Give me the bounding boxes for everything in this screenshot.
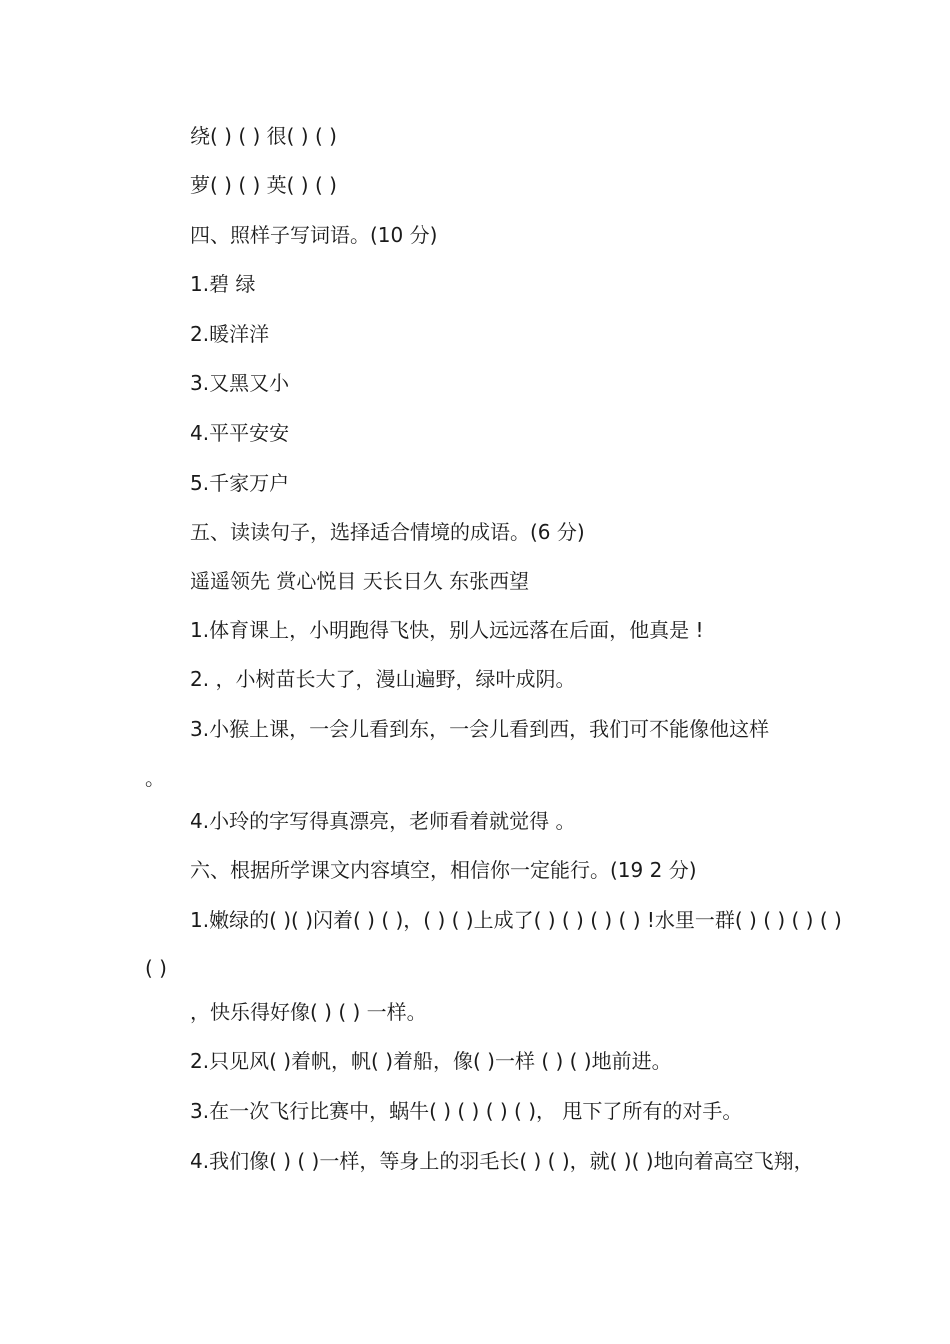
section-5-item-3-continued: 。: [145, 766, 165, 790]
idiom-choices: 遥遥领先 赏心悦目 天长日久 东张西望: [190, 569, 530, 593]
section-4-item-3: 3.又黑又小: [190, 371, 290, 395]
exercise-line-2: 萝( ) ( ) 英( ) ( ): [190, 173, 337, 197]
section-5-heading: 五、读读句子，选择适合情境的成语。(6 分): [190, 520, 585, 544]
section-5-item-4: 4.小玲的字写得真漂亮，老师看着就觉得 。: [190, 809, 576, 833]
section-5-item-2: 2. ，小树苗长大了，漫山遍野，绿叶成阴。: [190, 667, 576, 691]
section-6-item-2: 2.只见风( )着帆，帆( )着船，像( )一样 ( ) ( )地前进。: [190, 1049, 672, 1073]
section-6-item-1-continued: ( ): [145, 956, 167, 980]
section-6-item-3: 3.在一次飞行比赛中，蜗牛( ) ( ) ( ) ( )， 甩下了所有的对手。: [190, 1099, 743, 1123]
section-4-heading: 四、照样子写词语。(10 分): [190, 223, 438, 247]
section-5-item-3: 3.小猴上课，一会儿看到东，一会儿看到西，我们可不能像他这样: [190, 717, 770, 741]
section-6-item-1-end: ，快乐得好像( ) ( ) 一样。: [190, 1000, 427, 1024]
section-4-item-2: 2.暖洋洋: [190, 322, 270, 346]
section-4-item-4: 4.平平安安: [190, 421, 290, 445]
section-6-item-4: 4.我们像( ) ( )一样，等身上的羽毛长( ) ( )，就( )( )地向着高空飞翔，: [190, 1149, 814, 1173]
exercise-line-1: 绕( ) ( ) 很( ) ( ): [190, 124, 337, 148]
section-6-heading: 六、根据所学课文内容填空，相信你一定能行。(19 2 分): [190, 858, 697, 882]
section-4-item-5: 5.千家万户: [190, 471, 290, 495]
section-6-item-1: 1.嫩绿的( )( )闪着( ) ( )，( ) ( )上成了( ) ( ) ( ) ( ) !水里一群( ) ( ) ( ) ( ): [190, 908, 842, 932]
section-4-item-1: 1.碧 绿: [190, 272, 256, 296]
section-5-item-1: 1.体育课上，小明跑得飞快，别人远远落在后面，他真是 !: [190, 618, 704, 642]
